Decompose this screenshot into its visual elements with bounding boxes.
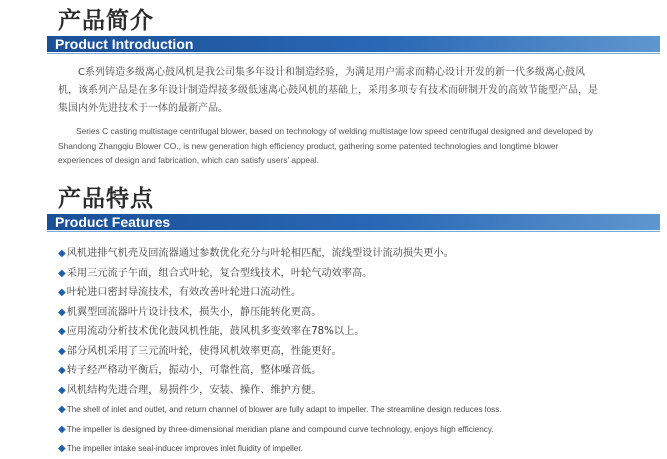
features-header-bar <box>47 214 660 230</box>
feature-item <box>58 303 638 323</box>
diamond-bullet-icon: ◆ <box>58 248 66 259</box>
feature-item <box>58 361 638 381</box>
feature-item <box>58 400 638 420</box>
feature-text: 部分风机采用了三元流叶轮，使得风机效率更高，性能更好。 <box>66 345 342 357</box>
feature-item <box>58 381 638 401</box>
intro-paragraph-en: Series C casting multistage centrifugal blower, based on technology of welding multistage low speed centrifugal designed and developed by Shandong Zhangqiu Blower CO., is new generation high efficiency product, gathering some patented technologies and longtime blower experiences of design and fabrication, which can satisfy users' appeal. <box>58 126 594 165</box>
feature-text: 叶轮进口密封导流技术，有效改善叶轮进口流动性。 <box>66 287 302 298</box>
feature-text: 机翼型回流器叶片设计技术，损失小，静压能转化更高。 <box>66 306 322 318</box>
feature-text: 应用流动分析技术优化鼓风机性能，鼓风机多变效率在78%以上。 <box>66 326 365 337</box>
feature-text: The impeller intake seal-inducer improves inlet fluidity of impeller. <box>66 444 303 453</box>
features-list <box>58 244 638 459</box>
features-divider <box>47 231 660 232</box>
diamond-bullet-icon: ◆ <box>58 365 66 376</box>
diamond-bullet-icon: ◆ <box>58 404 66 415</box>
feature-text: 转子经严格动平衡后，振动小，可靠性高，整体噪音低。 <box>66 365 322 376</box>
intro-paragraph-cn: C系列铸造多级离心鼓风机是我公司集多年设计和制造经验，为满足用户需求而精心设计开发的新一代多级离心鼓风机，该系列产品是在多年设计制造焊接多级低速离心鼓风机的基础上，采用多项专有技术而研制开发的高效节能型产品，是集国内外先进技术于一体的最新产品。 <box>58 67 598 114</box>
diamond-bullet-icon: ◆ <box>58 326 66 337</box>
feature-item <box>58 244 638 264</box>
feature-item <box>58 264 638 284</box>
feature-text: The impeller is designed by three-dimensional meridian plane and compound curve technology, enjoys high efficiency. <box>66 424 494 434</box>
intro-divider <box>47 53 660 54</box>
diamond-bullet-icon: ◆ <box>58 306 66 318</box>
diamond-bullet-icon: ◆ <box>58 384 66 396</box>
diamond-bullet-icon: ◆ <box>58 267 66 279</box>
intro-header-bar <box>47 36 660 52</box>
feature-text: The shell of inlet and outlet, and return channel of blower are fully adapt to impeller. The streamline design reduces loss. <box>66 405 502 414</box>
feature-item <box>58 342 638 362</box>
intro-title-en: Product Introduction <box>55 36 194 52</box>
feature-item <box>58 439 638 459</box>
feature-text: 风机进排气机壳及回流器通过参数优化充分与叶轮相匹配，流线型设计流动损失更小。 <box>66 248 454 259</box>
feature-item <box>58 420 638 440</box>
intro-title-cn: 产品简介 <box>58 8 154 34</box>
diamond-bullet-icon: ◆ <box>58 287 66 298</box>
features-title-cn: 产品特点 <box>58 186 154 212</box>
feature-item <box>58 322 638 342</box>
diamond-bullet-icon: ◆ <box>58 423 66 435</box>
diamond-bullet-icon: ◆ <box>58 345 66 357</box>
feature-text: 风机结构先进合理，易损件少，安装、操作、维护方便。 <box>66 384 322 396</box>
diamond-bullet-icon: ◆ <box>58 443 66 454</box>
feature-text: 采用三元流子午面，组合式叶轮，复合型线技术，叶轮气动效率高。 <box>66 267 373 279</box>
feature-item <box>58 283 638 303</box>
features-title-en: Product Features <box>55 214 171 230</box>
